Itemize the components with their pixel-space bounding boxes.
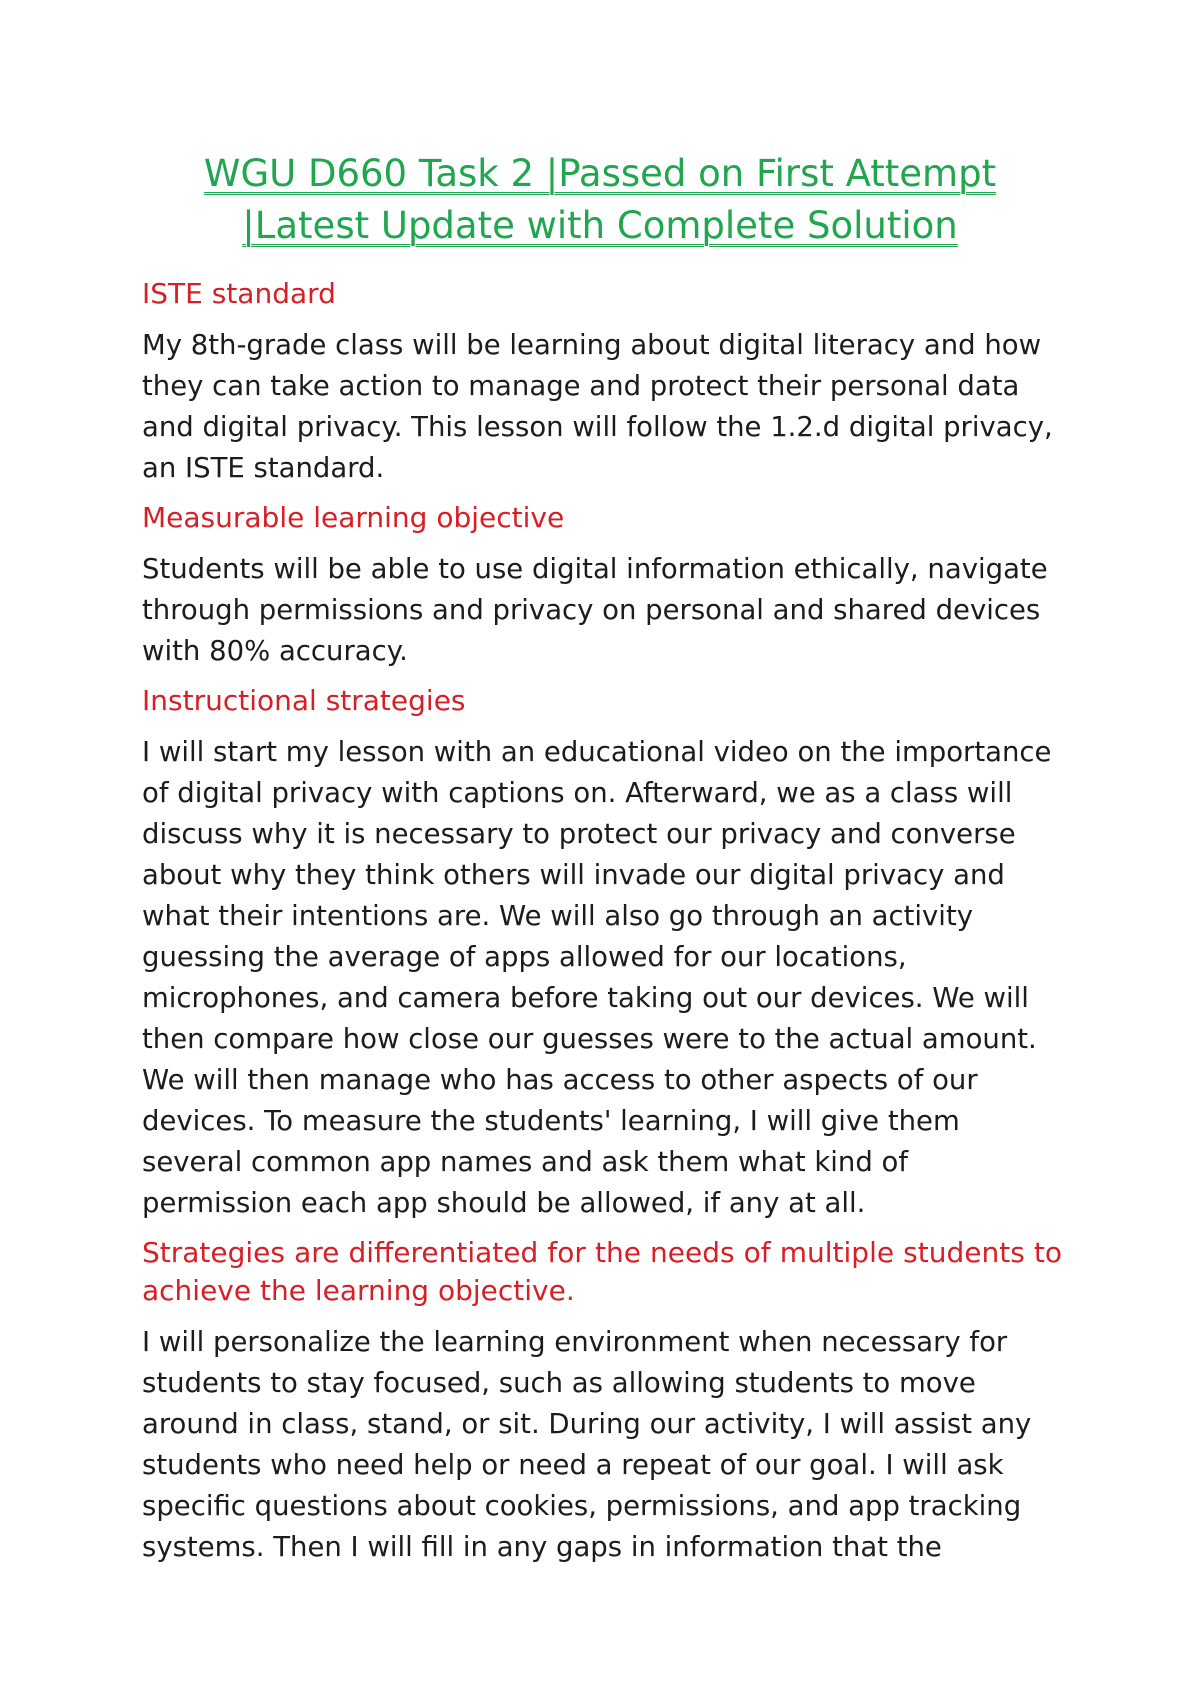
section-heading-learning-objective: Measurable learning objective [142, 501, 565, 534]
section-heading-instructional-strategies: Instructional strategies [142, 684, 466, 717]
document-body [142, 275, 1062, 1578]
document-title [150, 148, 1050, 252]
section-body-iste-standard: My 8th-grade class will be learning about digital literacy and how they can take action to manage and protect their personal data and digital privacy. This lesson will follow the 1.2.d digital privacy, an ISTE standard. [142, 329, 1053, 484]
title-line-2: |Latest Update with Complete Solution [242, 204, 958, 247]
title-line-1: WGU D660 Task 2 |Passed on First Attempt [203, 152, 997, 195]
section-heading-differentiated-strategies: Strategies are differentiated for the needs of multiple students to achieve the learning objective. [142, 1236, 1062, 1307]
section-body-learning-objective: Students will be able to use digital information ethically, navigate through permissions and privacy on personal and shared devices with 80% accuracy. [142, 553, 1048, 667]
section-body-instructional-strategies: I will start my lesson with an educational video on the importance of digital privacy with captions on. Afterward, we as a class will discuss why it is necessary to protect our privacy and converse about why they think others will invade our digital privacy and what their intentions are. We will also go through an activity guessing the average of apps allowed for our locations, microphones, and camera before taking out our devices. We will then compare how close our guesses were to the actual amount. We will then manage who has access to other aspects of our devices. To measure the students' learning, I will give them several common app names and ask them what kind of permission each app should be allowed, if any at all. [142, 736, 1052, 1219]
section-body-differentiated-strategies: I will personalize the learning environment when necessary for students to stay focused, such as allowing students to move around in class, stand, or sit. During our activity, I will assist any students who need help or need a repeat of our goal. I will ask specific questions about cookies, permissions, and app tracking systems. Then I will fill in any gaps in information that the [142, 1326, 1032, 1563]
section-heading-iste-standard: ISTE standard [142, 277, 336, 310]
